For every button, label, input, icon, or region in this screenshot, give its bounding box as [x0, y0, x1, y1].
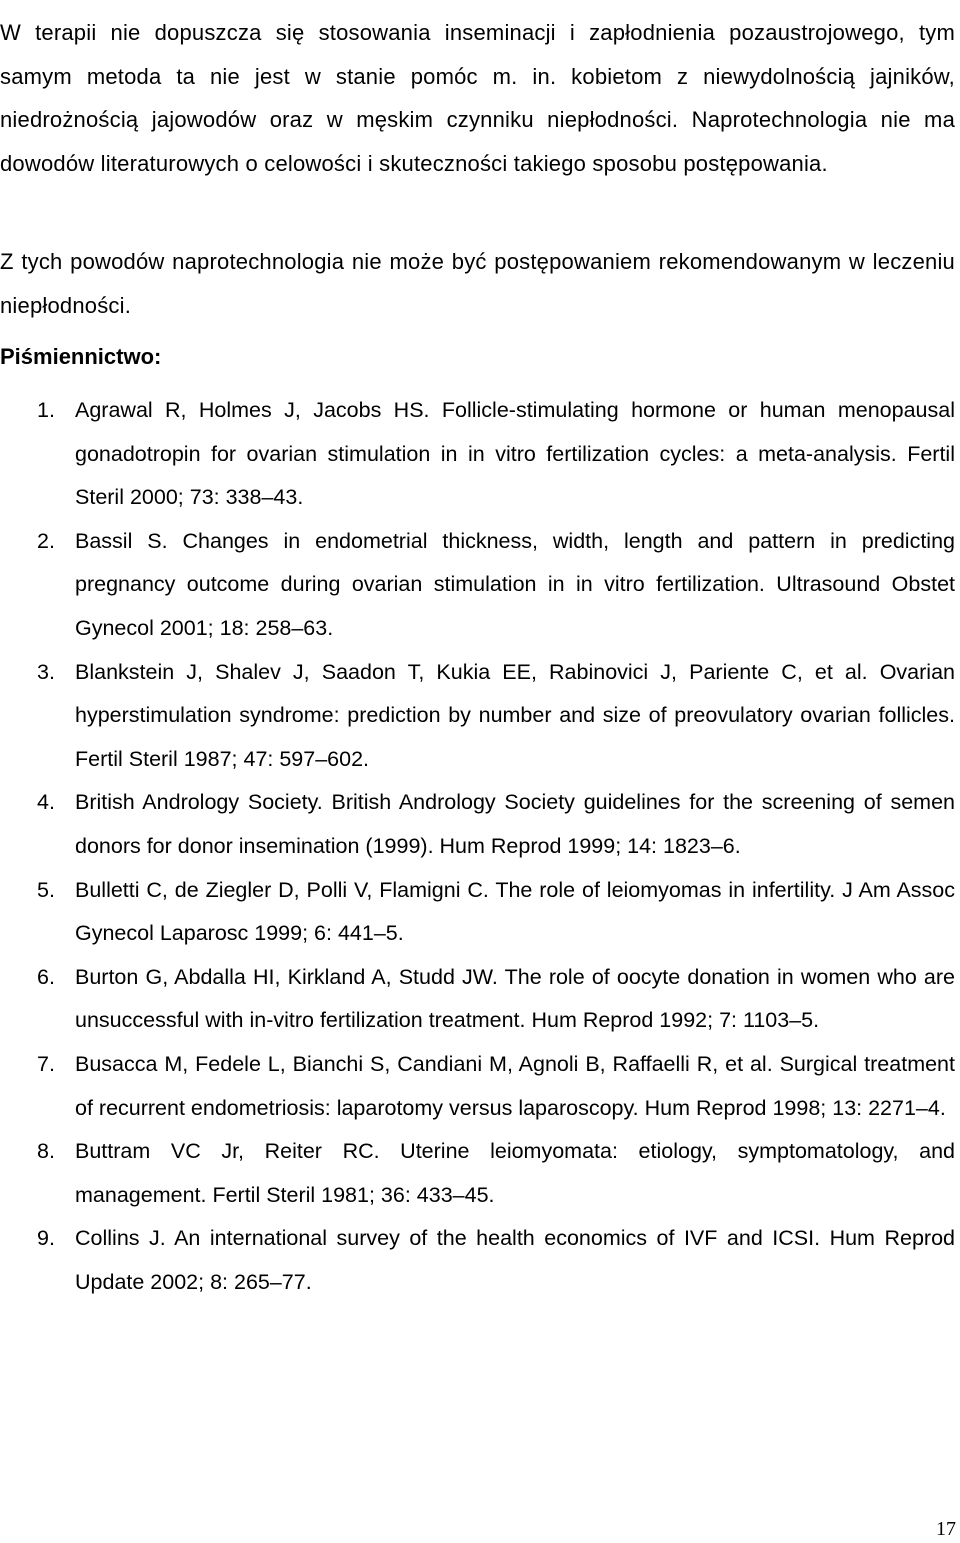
reference-number: 6. — [37, 964, 55, 989]
reference-number: 2. — [37, 528, 55, 553]
references-list — [0, 389, 955, 1304]
reference-text: Buttram VC Jr, Reiter RC. Uterine leiomyomata: etiology, symptomatology, and management. Fertil Steril 1981; 36: 433–45. — [75, 1139, 955, 1207]
reference-number: 5. — [37, 877, 55, 902]
body-paragraph-2: Z tych powodów naprotechnologia nie może być postępowaniem rekomendowanym w leczeniu niepłodności. — [0, 249, 955, 318]
reference-text: Agrawal R, Holmes J, Jacobs HS. Follicle-stimulating hormone or human menopausal gonadotropin for ovarian stimulation in in vitro fertilization cycles: a meta-analysis. Fertil Steril 2000; 73: 338–43. — [75, 398, 955, 510]
reference-item — [0, 781, 955, 868]
reference-text: Busacca M, Fedele L, Bianchi S, Candiani M, Agnoli B, Raffaelli R, et al. Surgical treatment of recurrent endometriosis: laparotomy versus laparoscopy. Hum Reprod 1998; 13: 2271–4. — [75, 1051, 955, 1120]
reference-number: 4. — [37, 790, 55, 815]
body-paragraph-1: W terapii nie dopuszcza się stosowania inseminacji i zapłodnienia pozaustrojowego, tym samym metoda ta nie jest w stanie pomóc m. in. kobietom z niewydolnością jajników, niedrożnością jajowodów oraz w męskim czynniku niepłodności. Naprotechnologia nie ma dowodów literaturowych o celowości i skuteczności takiego sposobu postępowania. — [0, 20, 955, 176]
reference-item — [0, 1217, 955, 1304]
reference-item — [0, 1130, 955, 1217]
reference-text: Collins J. An international survey of the health economics of IVF and ICSI. Hum Reprod Update 2002; 8: 265–77. — [75, 1226, 955, 1294]
reference-number: 8. — [37, 1139, 55, 1164]
references-heading: Piśmiennictwo: — [0, 344, 162, 369]
reference-text: British Andrology Society. British Andrology Society guidelines for the screening of semen donors for donor insemination (1999). Hum Reprod 1999; 14: 1823–6. — [75, 790, 955, 858]
reference-number: 7. — [37, 1051, 55, 1076]
reference-item — [0, 520, 955, 651]
reference-text: Burton G, Abdalla HI, Kirkland A, Studd JW. The role of oocyte donation in women who are unsuccessful with in-vitro fertilization treatment. Hum Reprod 1992; 7: 1103–5. — [75, 964, 955, 1033]
reference-number: 3. — [37, 659, 55, 684]
reference-item — [0, 956, 955, 1043]
reference-text: Blankstein J, Shalev J, Saadon T, Kukia EE, Rabinovici J, Pariente C, et al. Ovarian hyperstimulation syndrome: prediction by number and size of preovulatory ovarian follicles. Fertil Steril 1987; 47: 597–602. — [75, 659, 955, 771]
reference-number: 1. — [37, 398, 55, 422]
reference-item — [0, 1043, 955, 1130]
reference-item — [0, 651, 955, 782]
reference-number: 9. — [37, 1226, 55, 1251]
reference-text: Bulletti C, de Ziegler D, Polli V, Flamigni C. The role of leiomyomas in infertility. J Am Assoc Gynecol Laparosc 1999; 6: 441–5. — [75, 877, 955, 946]
reference-item — [0, 389, 955, 520]
reference-text: Bassil S. Changes in endometrial thickness, width, length and pattern in predicting pregnancy outcome during ovarian stimulation in in vitro fertilization. Ultrasound Obstet Gynecol 2001; 18: 258–63. — [75, 528, 955, 640]
reference-item — [0, 869, 955, 956]
page-number: 17 — [936, 1518, 956, 1540]
